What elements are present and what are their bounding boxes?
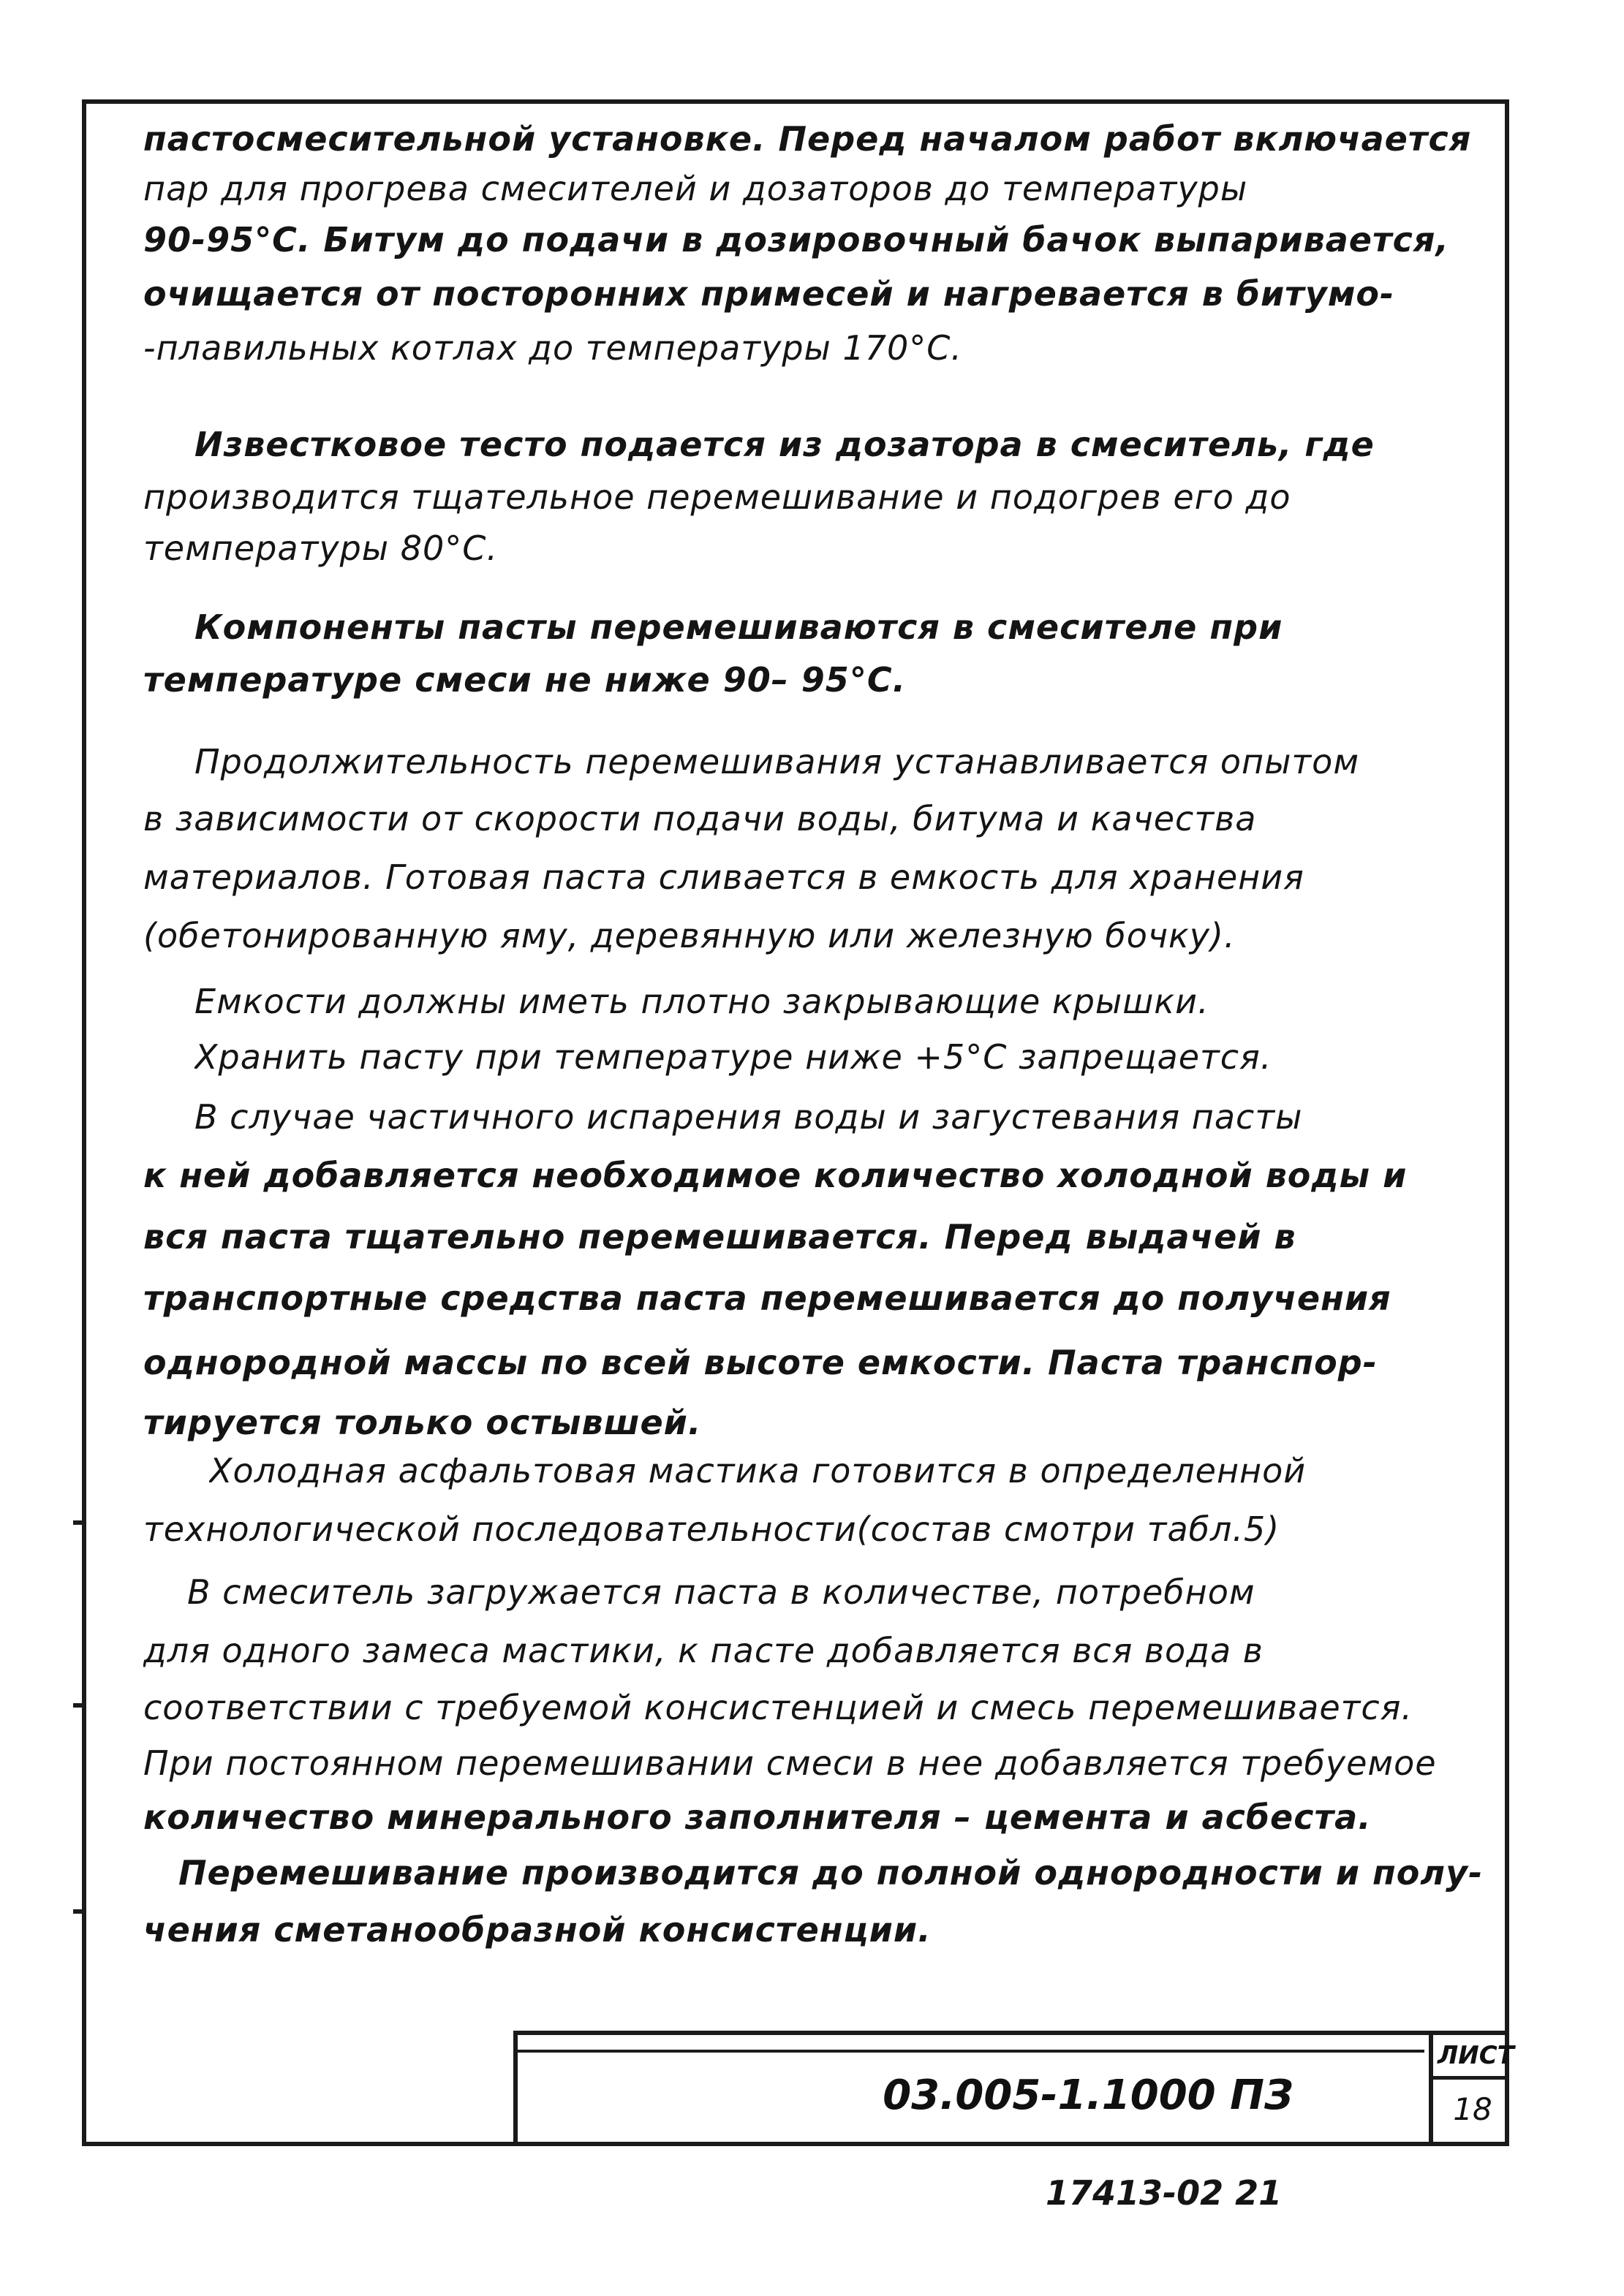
body-line: 90-95°С. Битум до подачи в дозировочный бачок выпаривается, [143,220,1449,259]
body-line: Емкости должны иметь плотно закрывающие крышки. [194,982,1209,1021]
body-line: очищается от посторонних примесей и нагревается в битумо- [143,274,1395,314]
title-block-rule [518,2050,1424,2053]
footer-note: 17413-02 21 [1046,2173,1283,2213]
title-block [513,2031,1514,2146]
body-line: Известковое тесто подается из дозатора в смеситель, где [194,425,1375,464]
body-line: пастосмесительной установке. Перед началом работ включается [143,119,1472,159]
binding-mark [73,1703,82,1708]
body-line: тируется только остывшей. [143,1403,702,1442]
body-line: Холодная асфальтовая мастика готовится в определенной [209,1451,1307,1490]
body-line: Компоненты пасты перемешиваются в смесителе при [194,607,1283,647]
body-line: технологической последовательности(состав смотри табл.5) [143,1509,1280,1549]
body-line: В случае частичного испарения воды и загустевания пасты [194,1097,1303,1137]
body-line: соответствии с требуемой консистенцией и смесь перемешивается. [143,1688,1413,1727]
document-body [143,115,1500,2001]
body-line: Хранить пасту при температуре ниже +5°С запрещается. [194,1037,1272,1077]
body-line: (обетонированную яму, деревянную или железную бочку). [143,916,1236,955]
body-line: в зависимости от скорости подачи воды, битума и качества [143,799,1257,838]
sheet-cell-divider [1433,2076,1509,2080]
body-line: температуры 80°С. [143,528,498,568]
binding-mark [73,1520,82,1525]
sheet-number: 18 [1453,2091,1492,2127]
body-line: температуре смеси не ниже 90– 95°С. [143,660,907,700]
body-line: транспортные средства паста перемешивается до получения [143,1278,1391,1318]
body-line: Перемешивание производится до полной однородности и полу- [178,1853,1484,1893]
body-line: При постоянном перемешивании смеси в нее добавляется требуемое [143,1743,1437,1783]
binding-mark [73,1909,82,1914]
body-line: материалов. Готовая паста сливается в емкость для хранения [143,857,1304,897]
body-line: количество минерального заполнителя – цемента и асбеста. [143,1797,1372,1837]
body-line: к ней добавляется необходимое количество холодной воды и [143,1156,1408,1195]
body-line: вся паста тщательно перемешивается. Перед выдачей в [143,1217,1296,1257]
body-line: однородной массы по всей высоте емкости. Паста транспор- [143,1343,1378,1382]
body-line: Продолжительность перемешивания устанавливается опытом [194,742,1360,781]
body-line: В смеситель загружается паста в количестве, потребном [187,1572,1255,1612]
sheet-cell [1429,2035,1514,2146]
body-line: для одного замеса мастики, к пасте добавляется вся вода в [143,1631,1264,1670]
body-line: -плавильных котлах до температуры 170°С. [143,328,963,368]
body-line: пар для прогрева смесителей и дозаторов до температуры [143,169,1248,208]
document-code: 03.005-1.1000 ПЗ [883,2072,1293,2119]
body-line: производится тщательное перемешивание и подогрев его до [143,477,1291,517]
body-line: чения сметанообразной консистенции. [143,1910,932,1950]
sheet-label: ЛИСТ [1438,2041,1514,2070]
